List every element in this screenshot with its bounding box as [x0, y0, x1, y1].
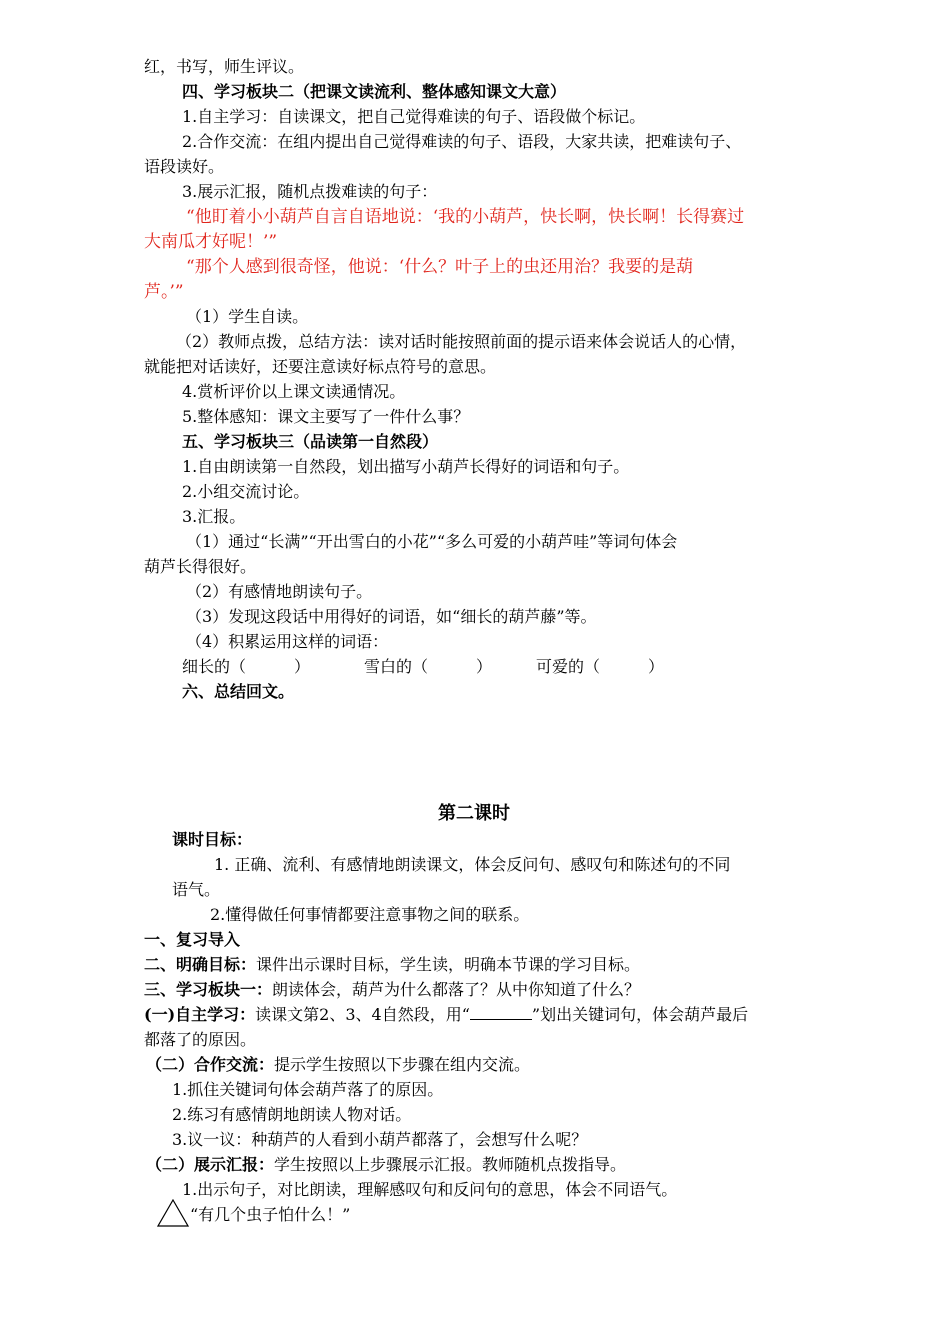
- section-heading-2: 二、明确目标：: [144, 955, 257, 974]
- text-line: [144, 954, 640, 976]
- text-span: 提示学生按照以下步骤在组内交流。: [274, 1055, 531, 1074]
- text-span: 读课文第2、3、4自然段，用“: [255, 1005, 470, 1024]
- quote-red: 大南瓜才好呢！’”: [144, 232, 278, 252]
- section-heading-6: 六、总结回文。: [182, 682, 295, 701]
- text-line: 红，书写，师生评议。: [144, 57, 305, 76]
- text-span: 学生按照以上步骤展示汇报。教师随机点拨指导。: [274, 1155, 627, 1174]
- section-heading-4: 四、学习板块二（把课文读流利、整体感知课文大意）: [182, 82, 567, 101]
- quote-red: 芦。’”: [144, 282, 184, 302]
- text-span: 课件出示课时目标，学生读，明确本节课的学习目标。: [256, 955, 641, 974]
- text-line: 3.议一议：种葫芦的人看到小葫芦都落了，会想写什么呢？: [172, 1130, 588, 1149]
- section-heading-5: 五、学习板块三（品读第一自然段）: [182, 432, 439, 451]
- text-line: “有几个虫子怕什么！”: [190, 1205, 351, 1224]
- subheading-cooperation: （二）合作交流：: [146, 1055, 275, 1074]
- text-line: （4）积累运用这样的词语：: [186, 632, 389, 651]
- text-line: 1.出示句子，对比朗读，理解感叹句和反问句的意思，体会不同语气。: [182, 1180, 678, 1199]
- objectives-heading: 课时目标：: [172, 830, 253, 849]
- triangle-icon: [157, 1199, 189, 1227]
- text-line: （2）教师点拨，总结方法：读对话时能按照前面的提示语来体会说话人的心情，: [176, 332, 747, 351]
- text-line: [144, 979, 640, 1001]
- text-line: 5.整体感知：课文主要写了一件什么事？: [182, 407, 470, 426]
- text-line: 就能把对话读好，还要注意读好标点符号的意思。: [144, 357, 497, 376]
- text-span: 朗读体会，葫芦为什么都落了？从中你知道了什么？: [272, 980, 641, 999]
- text-line: 都落了的原因。: [144, 1030, 257, 1049]
- text-line: 2.练习有感情朗地朗读人物对话。: [172, 1105, 412, 1124]
- text-line: [144, 1004, 748, 1026]
- text-line: 2.小组交流讨论。: [182, 482, 310, 501]
- text-line: （1）通过“长满”“开出雪白的小花”“多么可爱的小葫芦哇”等词句体会: [186, 532, 678, 551]
- quote-red: “他盯着小小葫芦自言自语地说：‘我的小葫芦，快长啊，快长啊！长得赛过: [186, 207, 745, 227]
- word-blank-2: 雪白的（ ）: [364, 657, 493, 676]
- subheading-report: （二）展示汇报：: [146, 1155, 275, 1174]
- text-line: [146, 1154, 626, 1176]
- text-line: 2.懂得做任何事情都要注意事物之间的联系。: [210, 905, 530, 924]
- text-span: ”划出关键词句，体会葫芦最后: [531, 1005, 749, 1024]
- text-line: 语气。: [172, 880, 221, 899]
- text-line: （1）学生自读。: [186, 307, 309, 326]
- section-heading-1: 一、复习导入: [144, 930, 241, 949]
- text-line: 1.自由朗读第一自然段，划出描写小葫芦长得好的词语和句子。: [182, 457, 630, 476]
- word-blank-3: 可爱的（ ）: [536, 657, 665, 676]
- text-line: 1.自主学习：自读课文，把自己觉得难读的句子、语段做个标记。: [182, 107, 646, 126]
- text-line: 3.汇报。: [182, 507, 246, 526]
- text-line: 2.合作交流：在组内提出自己觉得难读的句子、语段，大家共读，把难读句子、: [182, 132, 742, 151]
- text-line: （2）有感情地朗读句子。: [186, 582, 373, 601]
- text-line: 4.赏析评价以上课文读通情况。: [182, 382, 406, 401]
- text-line: [146, 1054, 530, 1076]
- subheading-self-study: (一)自主学习：: [144, 1005, 256, 1024]
- quote-red: “那个人感到很奇怪，他说：‘什么？叶子上的虫还用治？我要的是葫: [186, 257, 694, 277]
- text-line: 葫芦长得很好。: [144, 557, 257, 576]
- text-line: 语段读好。: [144, 157, 225, 176]
- word-blank-1: 细长的（ ）: [182, 657, 311, 676]
- text-line: 3.展示汇报，随机点拨难读的句子：: [182, 182, 438, 201]
- text-line: （3）发现这段话中用得好的词语，如“细长的葫芦藤”等。: [186, 607, 597, 626]
- underline-blank: [470, 1005, 532, 1020]
- text-line: 1.抓住关键词句体会葫芦落了的原因。: [172, 1080, 444, 1099]
- lesson-title: 第二课时: [438, 803, 510, 824]
- section-heading-3: 三、学习板块一：: [144, 980, 273, 999]
- text-line: 1. 正确、流利、有感情地朗读课文，体会反问句、感叹句和陈述句的不同: [214, 855, 731, 874]
